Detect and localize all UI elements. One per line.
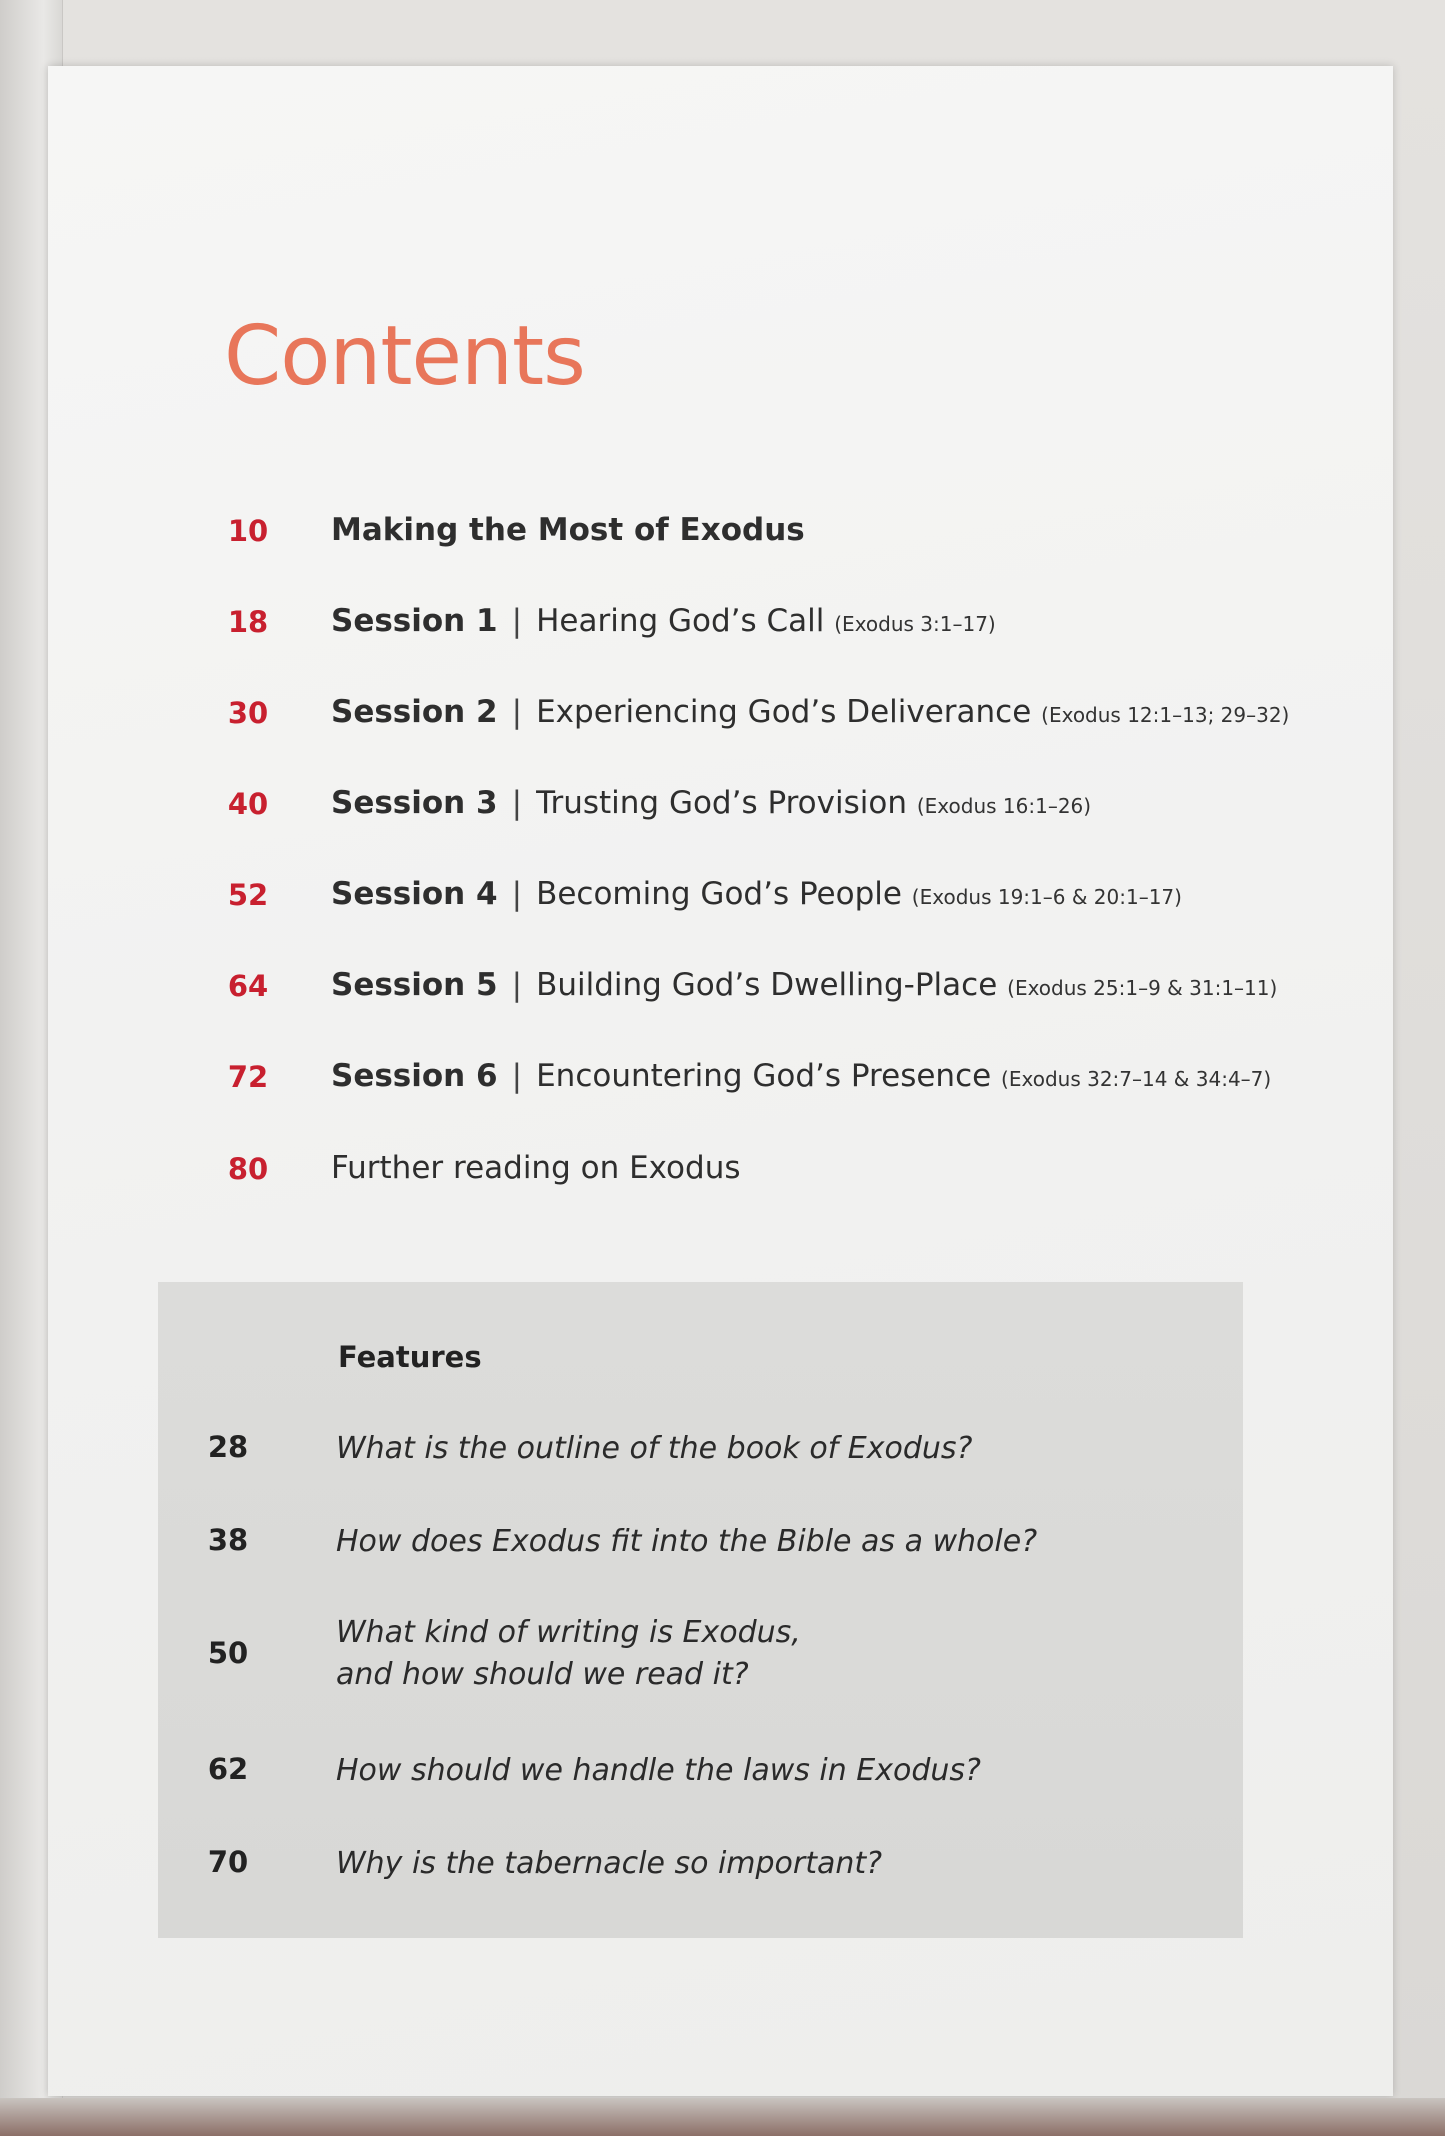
session-title: Hearing God’s Call [536, 603, 825, 639]
toc-entry-label: Further reading on Exodus [331, 1150, 741, 1186]
scripture-reference: (Exodus 16:1–26) [916, 794, 1092, 818]
toc-page-number: 18 [227, 605, 269, 639]
toc-page-number: 52 [227, 878, 269, 912]
feature-page-number: 70 [207, 1845, 249, 1879]
feature-question [336, 1750, 981, 1792]
features-panel [158, 1282, 1243, 1938]
session-label: Session 2 [331, 694, 498, 730]
feature-question-line: Why is the tabernacle so important? [336, 1846, 883, 1881]
feature-question [336, 1612, 801, 1696]
separator: | [511, 876, 523, 912]
session-title: Experiencing God’s Deliverance [536, 694, 1032, 730]
separator: | [511, 1058, 523, 1094]
feature-question [336, 1843, 882, 1885]
feature-page-number: 62 [207, 1752, 249, 1786]
toc-entry-text [331, 876, 1182, 912]
toc-page-number: 30 [227, 696, 269, 730]
toc-entry [48, 595, 1393, 655]
feature-page-number: 50 [207, 1636, 249, 1670]
feature-question [336, 1521, 1037, 1563]
toc-entry-text [331, 967, 1277, 1003]
toc-entry-text [331, 603, 996, 639]
feature-page-number: 28 [207, 1430, 249, 1464]
toc-entry [48, 686, 1393, 746]
feature-question-line: and how should we read it? [336, 1657, 749, 1692]
separator: | [511, 603, 523, 639]
features-heading: Features [338, 1340, 482, 1374]
toc-page-number: 80 [227, 1152, 269, 1186]
separator: | [511, 694, 523, 730]
toc-entry [48, 868, 1393, 928]
scripture-reference: (Exodus 25:1–9 & 31:1–11) [1007, 976, 1278, 1000]
toc-entry [48, 959, 1393, 1019]
session-label: Session 5 [331, 967, 498, 1003]
toc-entry-text [331, 1058, 1271, 1094]
toc-entry-text [331, 694, 1289, 730]
page-title: Contents [224, 309, 585, 404]
feature-question-line: How should we handle the laws in Exodus? [336, 1753, 981, 1788]
toc-entry-text [331, 785, 1091, 821]
session-label: Session 3 [331, 785, 498, 821]
session-title: Trusting God’s Provision [536, 785, 907, 821]
feature-question-line: What is the outline of the book of Exodus? [336, 1431, 973, 1466]
toc-entry-text [331, 512, 805, 548]
feature-page-number: 38 [207, 1523, 249, 1557]
feature-question-line: What kind of writing is Exodus, [336, 1615, 801, 1650]
session-label: Session 1 [331, 603, 498, 639]
scripture-reference: (Exodus 12:1–13; 29–32) [1041, 703, 1290, 727]
toc-entry [48, 1050, 1393, 1110]
toc-page-number: 72 [227, 1060, 269, 1094]
separator: | [511, 785, 523, 821]
session-label: Session 6 [331, 1058, 498, 1094]
toc-entry [48, 1142, 1393, 1202]
session-title: Building God’s Dwelling-Place [536, 967, 998, 1003]
feature-question [336, 1428, 972, 1470]
table-surface [0, 2098, 1445, 2136]
toc-page-number: 64 [227, 969, 269, 1003]
toc-entry-text [331, 1150, 741, 1186]
scripture-reference: (Exodus 3:1–17) [834, 612, 996, 636]
contents-page [48, 66, 1393, 2096]
toc-page-number: 10 [227, 514, 269, 548]
session-title: Encountering God’s Presence [536, 1058, 992, 1094]
toc-entry-label: Making the Most of Exodus [331, 512, 805, 548]
session-title: Becoming God’s People [536, 876, 902, 912]
toc-entry [48, 504, 1393, 564]
scripture-reference: (Exodus 19:1–6 & 20:1–17) [911, 885, 1182, 909]
toc-page-number: 40 [227, 787, 269, 821]
feature-question-line: How does Exodus fit into the Bible as a whole? [336, 1524, 1038, 1559]
toc-entry [48, 777, 1393, 837]
session-label: Session 4 [331, 876, 498, 912]
scripture-reference: (Exodus 32:7–14 & 34:4–7) [1001, 1067, 1272, 1091]
separator: | [511, 967, 523, 1003]
